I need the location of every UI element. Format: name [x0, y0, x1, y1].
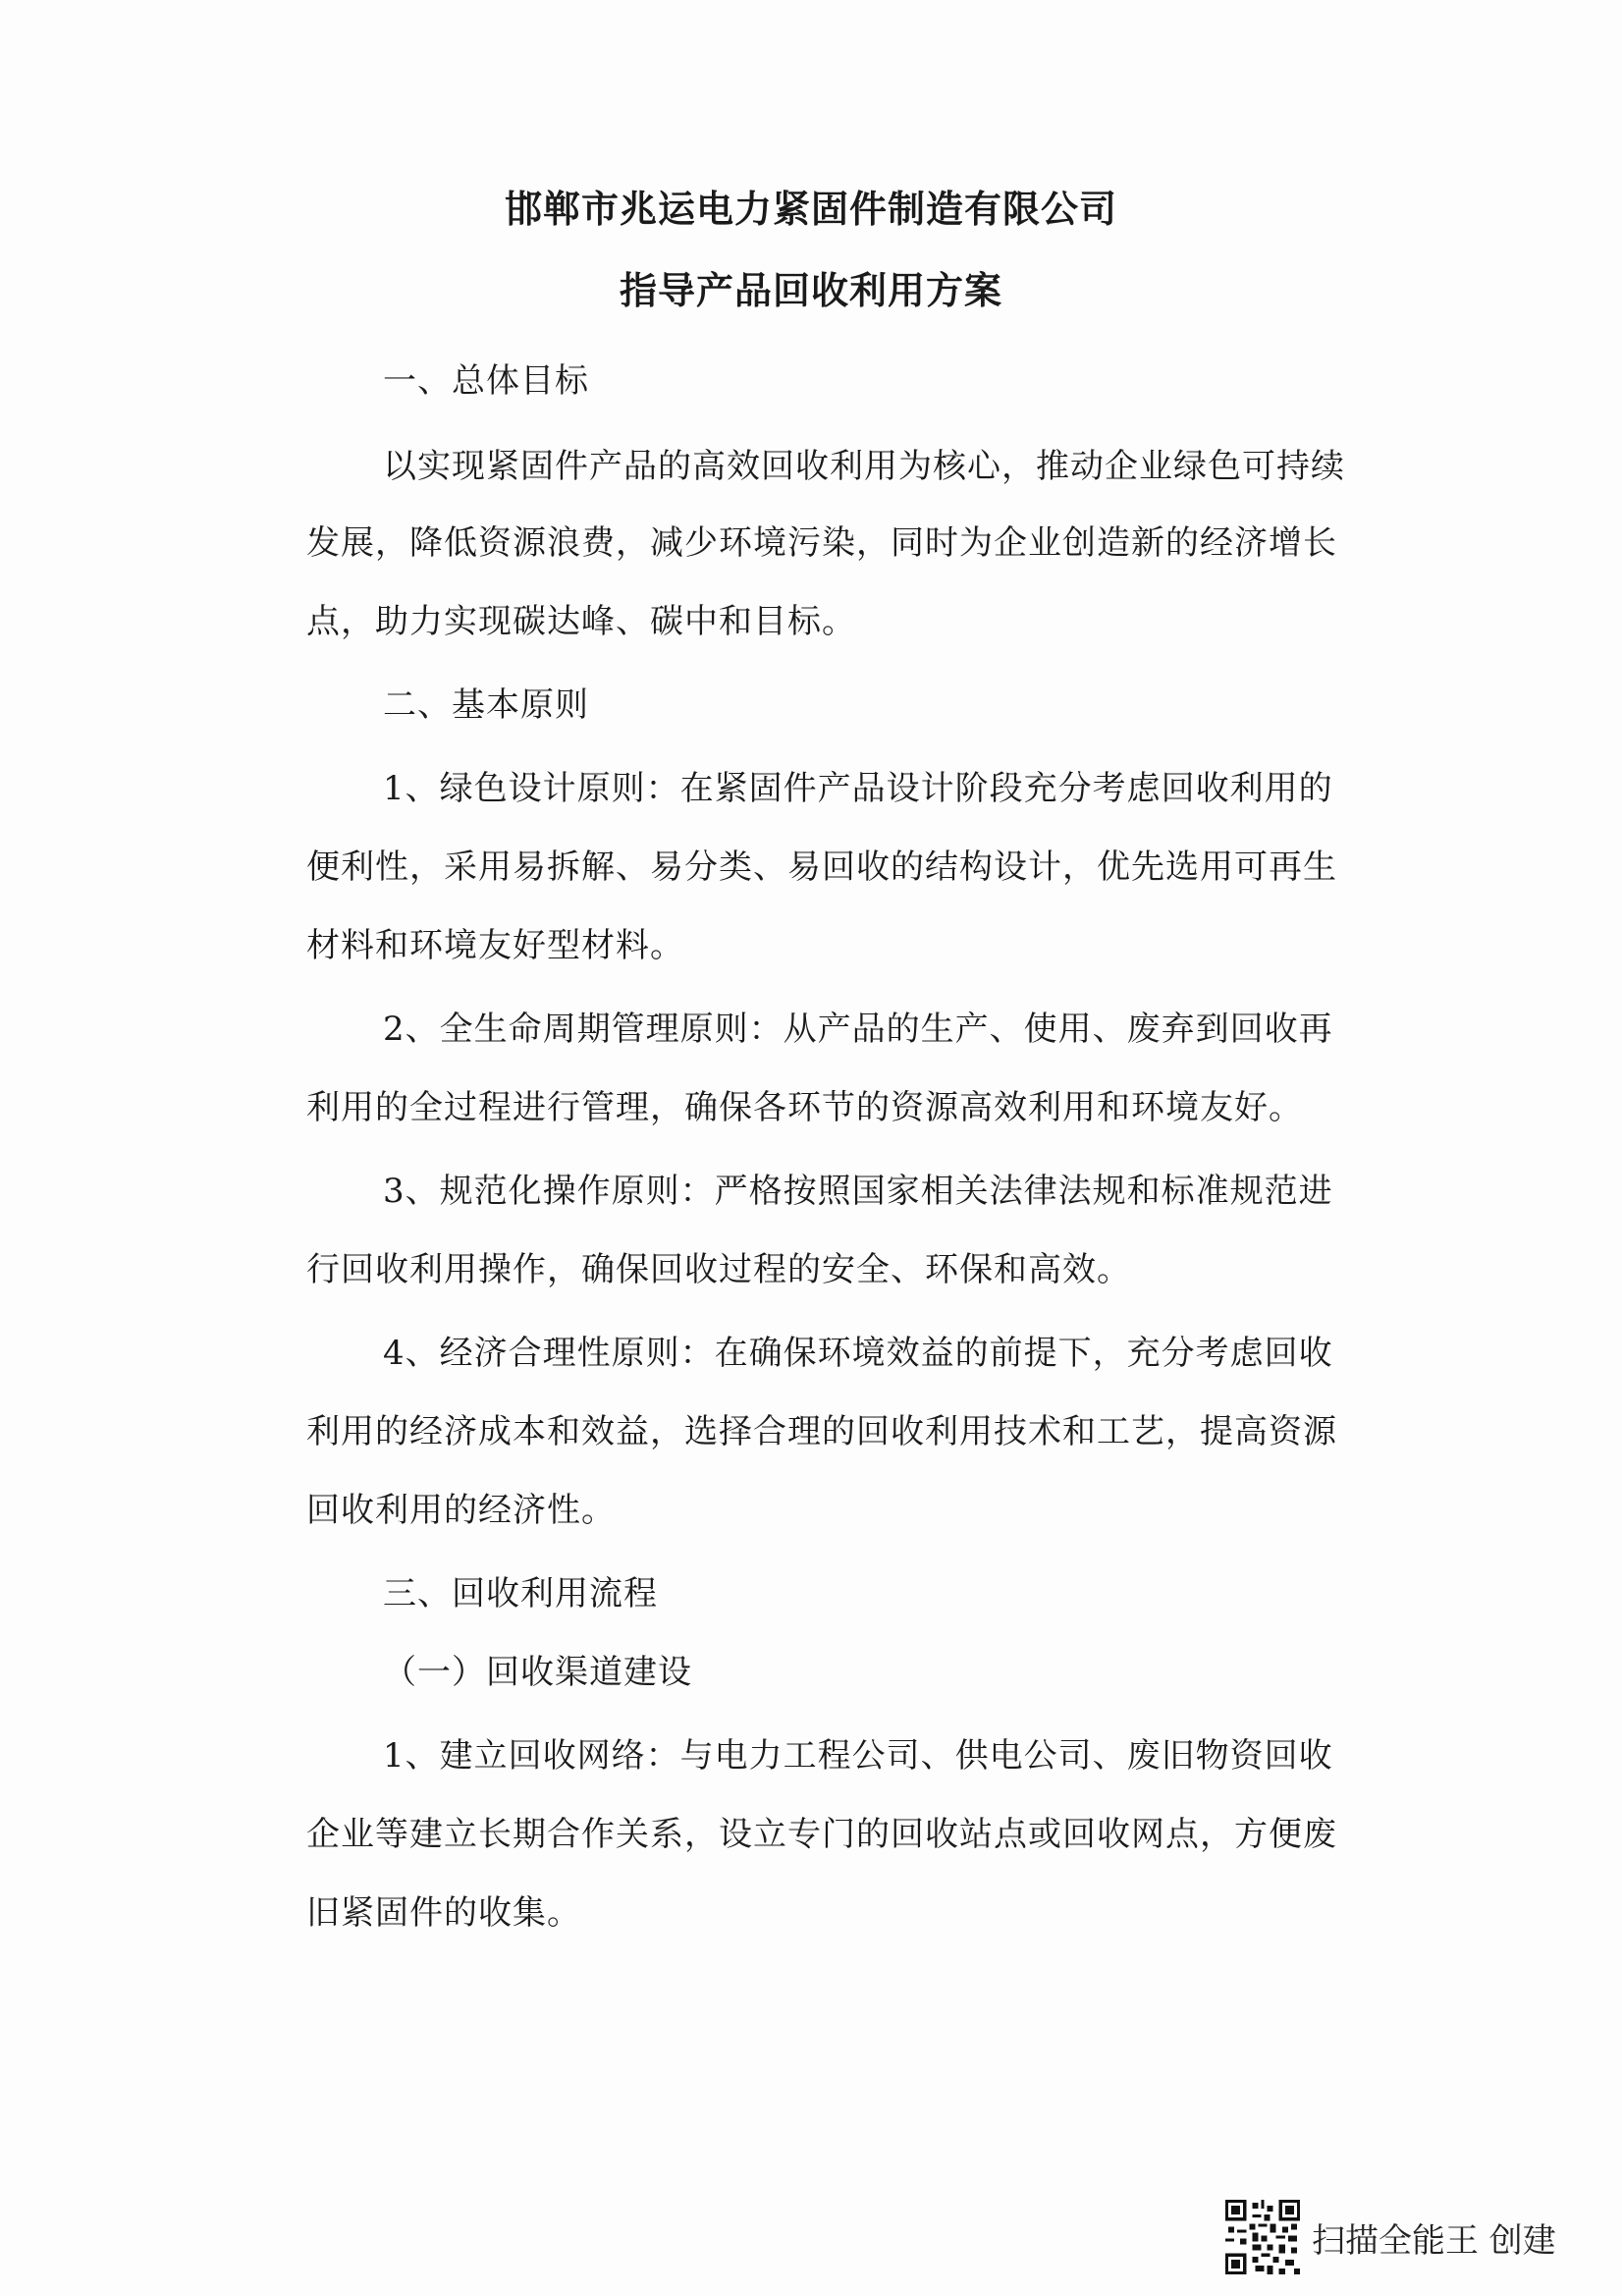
document-line: 二、基本原则: [383, 685, 589, 725]
document-line: 利用的经济成本和效益，选择合理的回收利用技术和工艺，提高资源: [306, 1412, 1337, 1451]
document-line: 发展，降低资源浪费，减少环境污染，同时为企业创造新的经济增长: [306, 523, 1337, 563]
document-line: 2、全生命周期管理原则：从产品的生产、使用、废弃到回收再: [383, 1010, 1333, 1049]
document-line: 点，助力实现碳达峰、碳中和目标。: [306, 602, 856, 641]
document-line: 三、回收利用流程: [383, 1574, 658, 1613]
document-line: （一）回收渠道建设: [383, 1653, 692, 1692]
document-line: 3、规范化操作原则：严格按照国家相关法律法规和标准规范进: [383, 1172, 1333, 1211]
document-line: 一、总体目标: [383, 361, 589, 401]
document-line: 1、建立回收网络：与电力工程公司、供电公司、废旧物资回收: [383, 1736, 1333, 1776]
document-line: 回收利用的经济性。: [306, 1491, 616, 1530]
document-line: 以实现紧固件产品的高效回收利用为核心，推动企业绿色可持续: [383, 447, 1345, 486]
document-line: 材料和环境友好型材料。: [306, 926, 684, 965]
document-line: 1、绿色设计原则：在紧固件产品设计阶段充分考虑回收利用的: [383, 769, 1333, 808]
document-line: 便利性，采用易拆解、易分类、易回收的结构设计，优先选用可再生: [306, 847, 1337, 887]
document-line: 行回收利用操作，确保回收过程的安全、环保和高效。: [306, 1250, 1131, 1289]
qr-code-icon: [1225, 2200, 1300, 2274]
document-line: 4、经济合理性原则：在确保环境效益的前提下，充分考虑回收: [383, 1334, 1333, 1373]
scanner-watermark: [1225, 2200, 1556, 2274]
document-title-company: 邯郸市兆运电力紧固件制造有限公司: [504, 187, 1117, 231]
document-line: 旧紧固件的收集。: [306, 1893, 581, 1933]
document-line: 企业等建立长期合作关系，设立专门的回收站点或回收网点，方便废: [306, 1815, 1337, 1854]
document-title-plan: 指导产品回收利用方案: [619, 268, 1002, 312]
document-line: 利用的全过程进行管理，确保各环节的资源高效利用和环境友好。: [306, 1088, 1303, 1127]
scanner-watermark-text: 扫描全能王 创建: [1312, 2220, 1556, 2261]
